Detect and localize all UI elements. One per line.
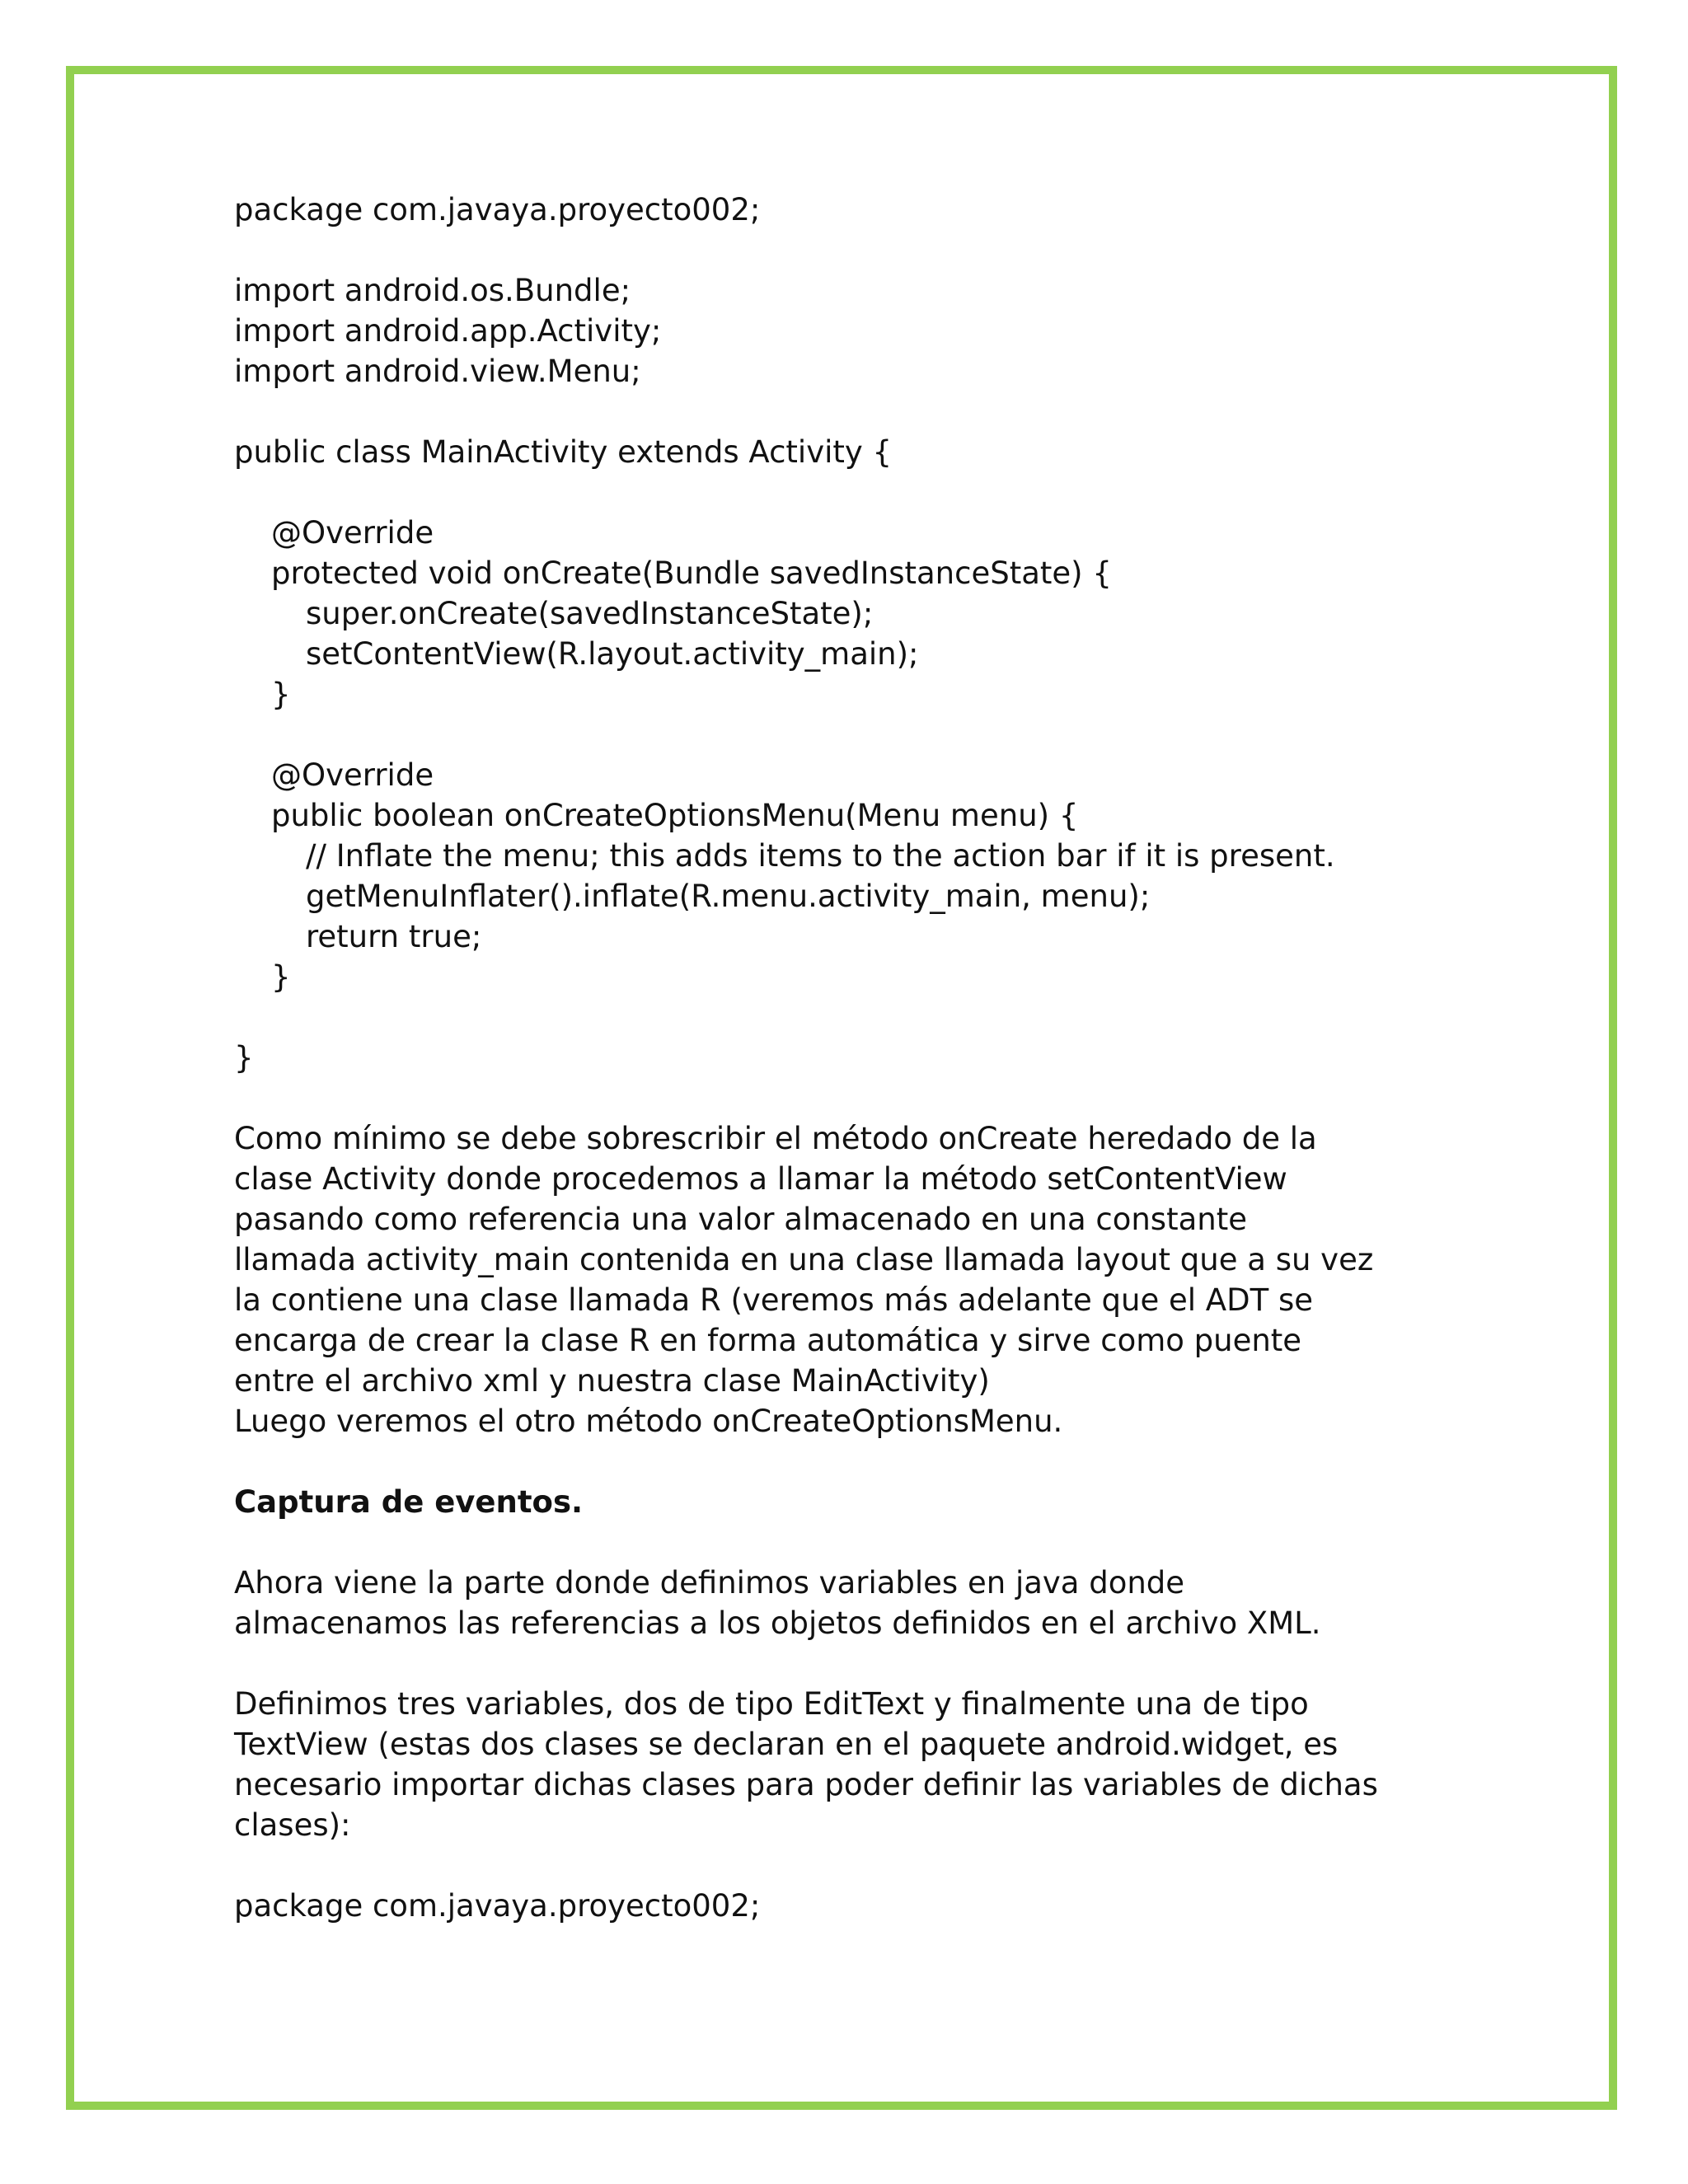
code-line [234, 715, 1470, 755]
spacer [234, 1078, 1470, 1118]
paragraph-line: TextView (estas dos clases se declaran en el paquete android.widget, es [234, 1727, 1339, 1762]
paragraph-line: la contiene una clase llamada R (veremos más adelante que el ADT se [234, 1282, 1314, 1318]
paragraph-line: entre el archivo xml y nuestra clase MainActivity) [234, 1363, 990, 1399]
code-line: } [271, 959, 291, 995]
code-line: } [271, 677, 291, 712]
code-line: setContentView(R.layout.activity_main); [306, 636, 919, 672]
code-line: import android.os.Bundle; [234, 273, 631, 308]
code-line: @Override [271, 757, 434, 793]
code-package-line: package com.javaya.proyecto002; [234, 1888, 761, 1924]
code-line: // Inflate the menu; this adds items to the action bar if it is present. [306, 838, 1335, 874]
code-block-main-activity [234, 190, 1470, 1078]
paragraph-oncreate-explanation [234, 1118, 1470, 1441]
paragraph-line: clase Activity donde procedemos a llamar la método setContentView [234, 1161, 1287, 1197]
spacer [234, 1522, 1470, 1563]
paragraph-variables-intro [234, 1563, 1470, 1643]
code-line: package com.javaya.proyecto002; [234, 192, 761, 227]
code-line [234, 230, 1470, 270]
code-line: protected void onCreate(Bundle savedInstanceState) { [271, 555, 1112, 591]
code-line: import android.view.Menu; [234, 354, 641, 389]
paragraph-line: clases): [234, 1807, 351, 1843]
paragraph-line: Definimos tres variables, dos de tipo EditText y finalmente una de tipo [234, 1686, 1309, 1722]
code-line [234, 472, 1470, 513]
spacer [234, 1845, 1470, 1886]
paragraph-line: Como mínimo se debe sobrescribir el método onCreate heredado de la [234, 1121, 1317, 1156]
code-line: getMenuInflater().inflate(R.menu.activity_main, menu); [306, 879, 1151, 914]
paragraph-line: almacenamos las referencias a los objetos definidos en el archivo XML. [234, 1605, 1321, 1641]
code-line [234, 391, 1470, 432]
paragraph-variable-types [234, 1684, 1470, 1845]
code-line: import android.app.Activity; [234, 313, 662, 349]
code-line: super.onCreate(savedInstanceState); [306, 596, 874, 631]
spacer [234, 1441, 1470, 1482]
paragraph-line: pasando como referencia una valor almacenado en una constante [234, 1202, 1247, 1237]
code-line: @Override [271, 515, 434, 551]
spacer [234, 1643, 1470, 1684]
code-line: public boolean onCreateOptionsMenu(Menu menu) { [271, 798, 1079, 833]
paragraph-line: llamada activity_main contenida en una clase llamada layout que a su vez [234, 1242, 1374, 1277]
section-heading: Captura de eventos. [234, 1484, 584, 1520]
code-line: public class MainActivity extends Activity { [234, 434, 893, 470]
code-line: return true; [306, 919, 482, 954]
document-content [234, 190, 1470, 1926]
code-line [234, 997, 1470, 1038]
paragraph-line: encarga de crear la clase R en forma automática y sirve como puente [234, 1323, 1302, 1358]
paragraph-line: Luego veremos el otro método onCreateOptionsMenu. [234, 1404, 1063, 1439]
paragraph-line: necesario importar dichas clases para poder definir las variables de dichas [234, 1767, 1378, 1802]
paragraph-line: Ahora viene la parte donde definimos variables en java donde [234, 1565, 1185, 1601]
code-line: } [234, 1040, 254, 1076]
